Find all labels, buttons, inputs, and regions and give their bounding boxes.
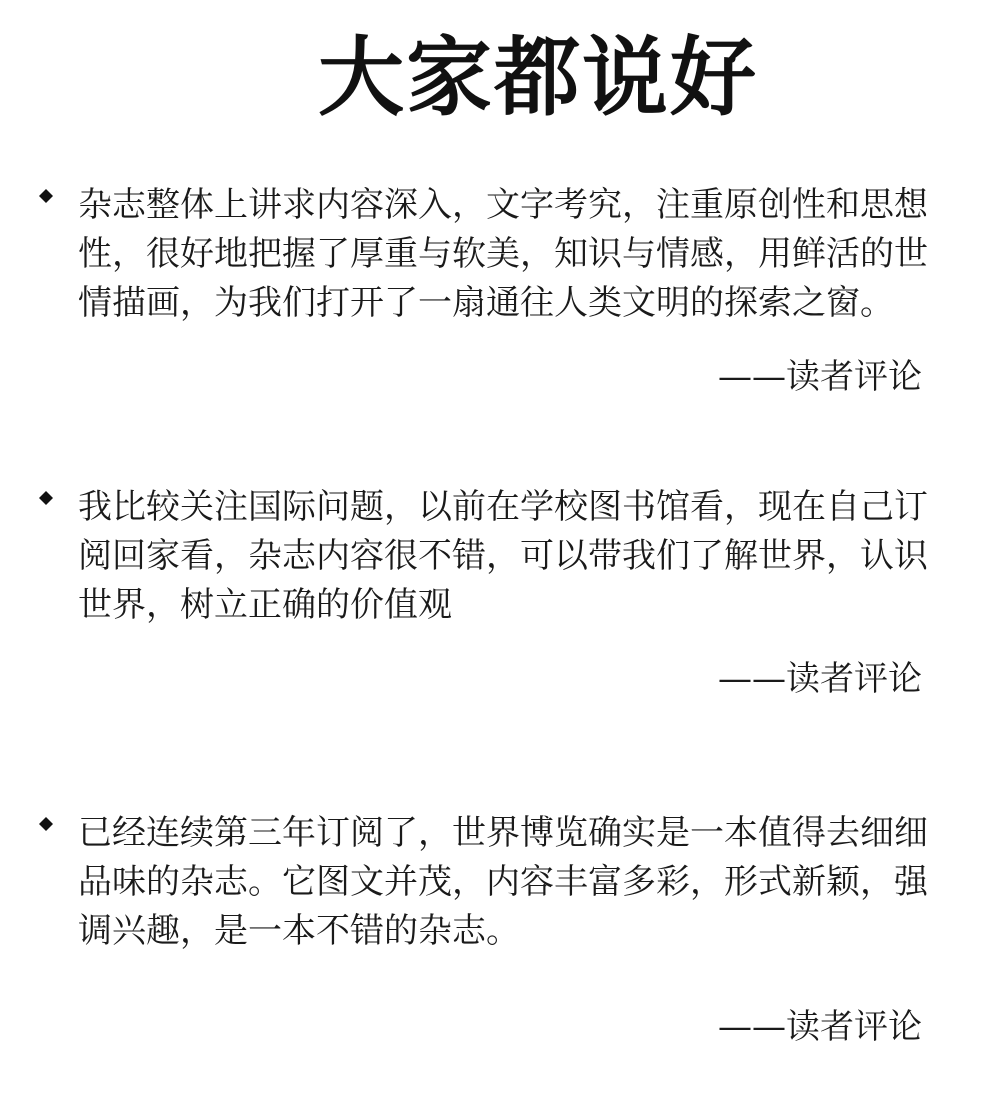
diamond-bullet-icon [38, 181, 54, 211]
review-attribution: ——读者评论 [718, 1007, 922, 1047]
review-text: 已经连续第三年订阅了，世界博览确实是一本值得去细细品味的杂志。它图文并茂，内容丰富多彩，形式新颖，强调兴趣，是一本不错的杂志。 [78, 813, 928, 951]
diamond-bullet-icon [38, 483, 54, 513]
review-attribution: ——读者评论 [718, 357, 922, 397]
diamond-bullet-icon [38, 809, 54, 839]
review-text: 我比较关注国际问题，以前在学校图书馆看，现在自己订阅回家看，杂志内容很不错，可以带我们了解世界，认识世界，树立正确的价值观 [78, 487, 928, 625]
page-title: 大家都说好 [318, 27, 758, 128]
review-text: 杂志整体上讲求内容深入，文字考究，注重原创性和思想性，很好地把握了厚重与软美，知识与情感，用鲜活的世情描画，为我们打开了一扇通往人类文明的探索之窗。 [78, 185, 928, 323]
review-attribution: ——读者评论 [718, 659, 922, 699]
